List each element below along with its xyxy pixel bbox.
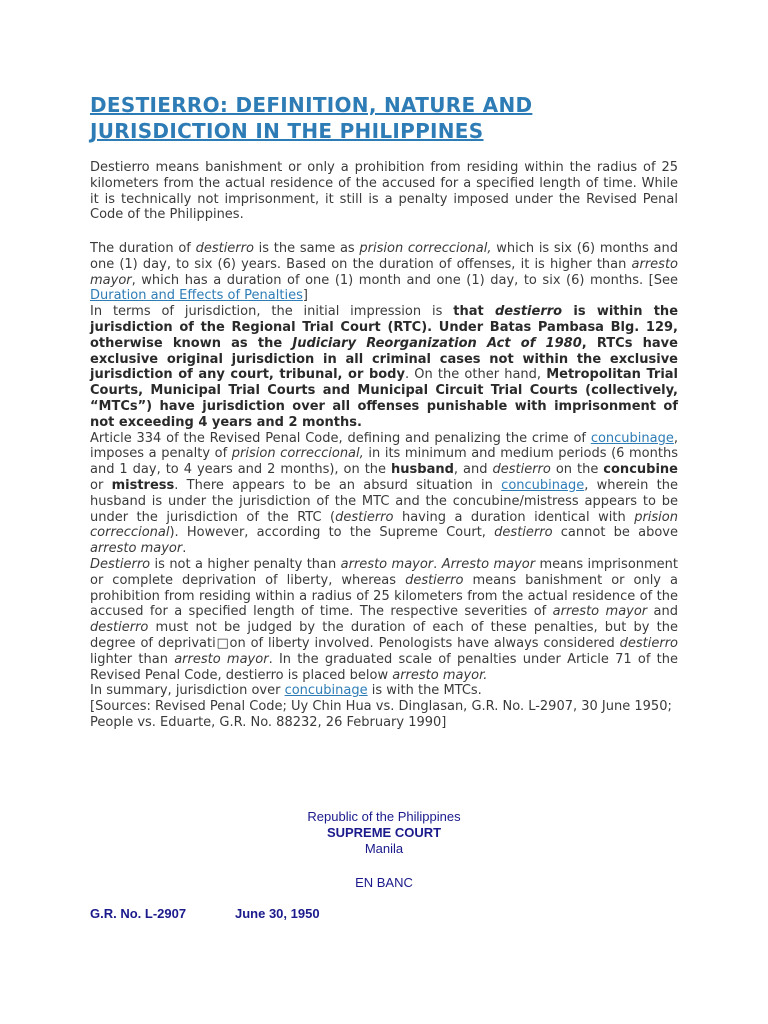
text-run: arresto mayor [340, 556, 434, 572]
text-run: Article 334 of the Revised Penal Code, defining and penalizing the crime of [90, 430, 591, 446]
text-run: In summary, jurisdiction over [90, 683, 285, 699]
text-run: destierro [494, 304, 563, 320]
text-run: , RTCs have exclusive original jurisdiction in all criminal cases not within the exclusive jurisdiction of any court, tribunal, or body [90, 335, 678, 383]
text-run: means imprisonment or complete deprivation of liberty, whereas [90, 556, 679, 588]
text-run: Arresto mayor [441, 556, 536, 572]
concubinage-link[interactable]: concubinage [501, 477, 585, 493]
text-run: destierro [335, 509, 394, 525]
text-run: , which has a duration of one (1) month and one (1) day, to six (6) months. [See [131, 272, 678, 288]
case-header [90, 906, 320, 921]
paragraph-sources: [Sources: Revised Penal Code; Uy Chin Hua vs. Dinglasan, G.R. No. L-2907, 30 June 1950; People vs. Eduarte, G.R. No. 88232, 26 February 1990] [90, 699, 672, 730]
text-run: The duration of [90, 241, 196, 256]
paragraph-summary [90, 683, 678, 699]
text-run: must not be judged by the duration of each of these penalties, but by the degree of deprivati□on of liberty involved. Penologists have always considered [90, 620, 678, 651]
concubinage-link[interactable]: concubinage [590, 430, 674, 446]
case-gr-number: G.R. No. L-2907 [90, 906, 187, 921]
court-republic-line: Republic of the Philippines [307, 809, 461, 824]
text-run: ] [302, 288, 308, 304]
text-run: cannot be above [552, 525, 678, 541]
text-run: . In the graduated scale of penalties under Article 71 of the Revised Penal Code, destierro is placed below [90, 651, 678, 683]
text-run: and [647, 604, 679, 620]
text-run: is the same as [253, 241, 360, 256]
paragraph-definition: Destierro means banishment or only a prohibition from residing within the radius of 25 kilometers from the actual residence of the accused for a specified length of time. While it is technically not imprisonment, it still is a penalty imposed under the Revised Penal Code of the Philippines. [90, 160, 678, 223]
text-run: , imposes a penalty of [90, 430, 678, 462]
text-run: destierro [90, 620, 149, 636]
text-run: prision correccional [90, 509, 678, 541]
court-name: SUPREME COURT [326, 825, 442, 840]
text-run: is not a higher penalty than [150, 556, 341, 572]
text-run: . On the other hand, [404, 367, 547, 383]
text-run: mistress [111, 477, 175, 493]
page-title[interactable]: DESTIERRO: DEFINITION, NATURE AND JURISDICTION IN THE PHILIPPINES [90, 93, 533, 143]
court-location: Manila [364, 841, 404, 856]
text-run: in its minimum and medium periods (6 months and 1 day, to 4 years and 2 months), on the [90, 446, 678, 478]
text-run: or [90, 477, 112, 493]
text-run: In terms of jurisdiction, the initial impression is [90, 304, 454, 320]
text-run: Destierro [90, 556, 151, 572]
paragraph-duration [90, 241, 678, 304]
text-run: ). However, according to the Supreme Court, [169, 525, 495, 541]
text-run: lighter than [90, 651, 175, 667]
text-run: having a duration identical with [393, 509, 635, 525]
text-run: which is six (6) months and one (1) day, to six (6) years. Based on the duration of offenses, it is higher than [90, 241, 678, 272]
text-run: prision correccional, [359, 241, 492, 256]
text-run: destierro [619, 635, 678, 651]
text-run: destierro [405, 572, 464, 588]
concubinage-link[interactable]: concubinage [284, 683, 368, 699]
text-run: arresto mayor. [392, 667, 488, 683]
court-division: EN BANC [355, 875, 413, 890]
text-run: arresto mayor [90, 256, 678, 288]
text-run: that [453, 304, 495, 320]
text-run: means banishment or only a prohibition from residing within a radius of 25 kilometers from the actual residence of the accused for a specified length of time. The respective severities of [90, 572, 678, 620]
duration-penalties-link[interactable]: Duration and Effects of Penalties [90, 288, 303, 304]
text-run: , wherein the husband is under the jurisdiction of the MTC and the concubine/mistress appears to be under the jurisdiction of the RTC ( [90, 477, 679, 525]
text-run: concubine [603, 462, 678, 478]
text-run: . There appears to be an absurd situation in [174, 477, 502, 493]
text-run: Judiciary Reorganization Act of 1980 [292, 335, 582, 351]
text-run: Metropolitan Trial Courts, Municipal Trial Courts and Municipal Circuit Trial Courts (collectively, “MTCs”) have jurisdiction over all offenses punishable with imprisonment of not exceeding 4 years and 2 months. [90, 367, 678, 430]
text-run: is within the jurisdiction of the Regional Trial Court (RTC). Under Batas Pambasa Blg. 129, otherwise known as the [90, 304, 679, 351]
text-run: arresto mayor [90, 541, 183, 557]
text-run: on the [550, 462, 604, 478]
text-run: arresto mayor [174, 651, 269, 667]
paragraph-jurisdiction [90, 304, 678, 430]
text-run: husband [391, 462, 454, 478]
text-run: . [433, 556, 442, 572]
case-date: June 30, 1950 [235, 906, 320, 921]
text-run: is with the MTCs. [367, 683, 482, 699]
paragraph-severity [90, 557, 678, 683]
paragraph-article-334 [90, 431, 678, 557]
article-body [90, 241, 678, 731]
text-run: prision correccional, [231, 446, 364, 462]
text-run: arresto mayor [552, 604, 648, 620]
text-run: destierro [195, 241, 254, 256]
text-run: , and [453, 462, 493, 478]
text-run: destierro [492, 462, 551, 478]
text-run: destierro [494, 525, 553, 541]
text-run: . [182, 541, 187, 557]
